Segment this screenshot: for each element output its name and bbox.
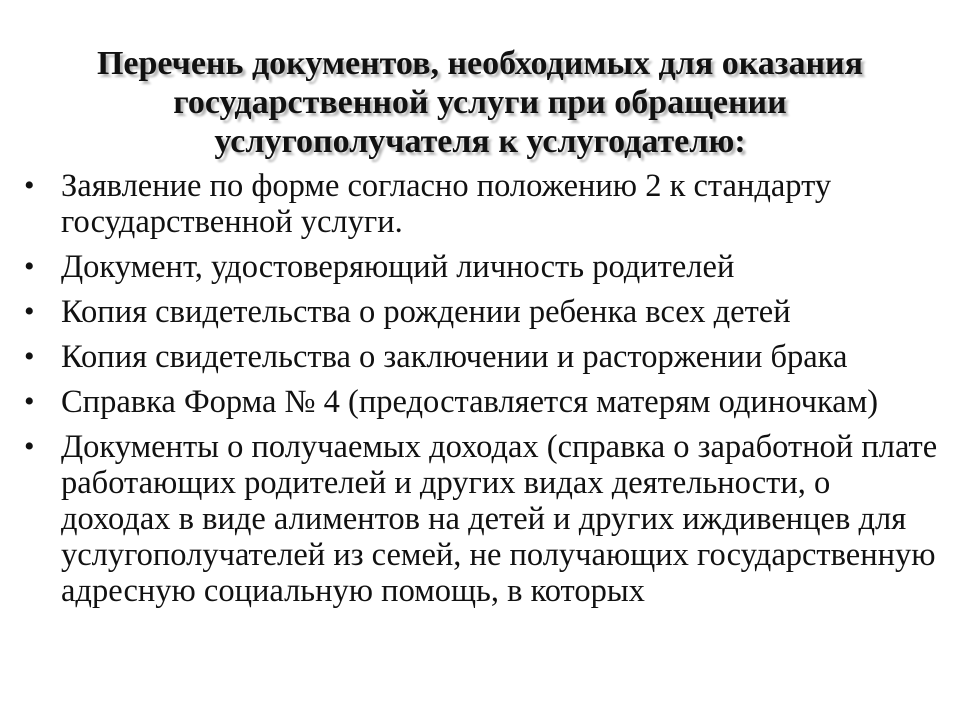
slide-title: [0, 44, 960, 161]
bullet-icon: •: [24, 340, 35, 373]
list-item-text: Документ, удостоверяющий личность родителей: [61, 249, 735, 285]
title-line-1: Перечень документов, необходимых для оказания: [96, 45, 864, 82]
document-list: [24, 168, 944, 618]
title-line-2: государственной услуги при обращении: [173, 84, 787, 121]
list-item-text: Заявление по форме согласно положению 2 к стандарту государственной услуги.: [61, 168, 832, 240]
list-item: [24, 249, 944, 285]
bullet-icon: •: [24, 295, 35, 328]
list-item: [24, 168, 944, 240]
title-line-3: услугополучателя к услугодателю:: [214, 123, 746, 160]
list-item-text: Копия свидетельства о рождении ребенка всех детей: [61, 294, 791, 330]
list-item: [24, 429, 944, 609]
list-item-text: Справка Форма № 4 (предоставляется матерям одиночкам): [61, 384, 879, 420]
bullet-icon: •: [24, 385, 35, 418]
list-item-text: Копия свидетельства о заключении и расторжении брака: [61, 339, 848, 375]
bullet-icon: •: [24, 250, 35, 283]
bullet-icon: •: [24, 430, 35, 463]
list-item-text: Документы о получаемых доходах (справка о заработной плате работающих родителей и других видах деятельности, о доходах в виде алиментов на детей и других иждивенцев для услугополучателей из семей, не получающих государственную адресную социальную помощь, в которых: [61, 429, 938, 609]
list-item: [24, 339, 944, 375]
list-item: [24, 294, 944, 330]
list-item: [24, 384, 944, 420]
bullet-icon: •: [24, 169, 35, 202]
